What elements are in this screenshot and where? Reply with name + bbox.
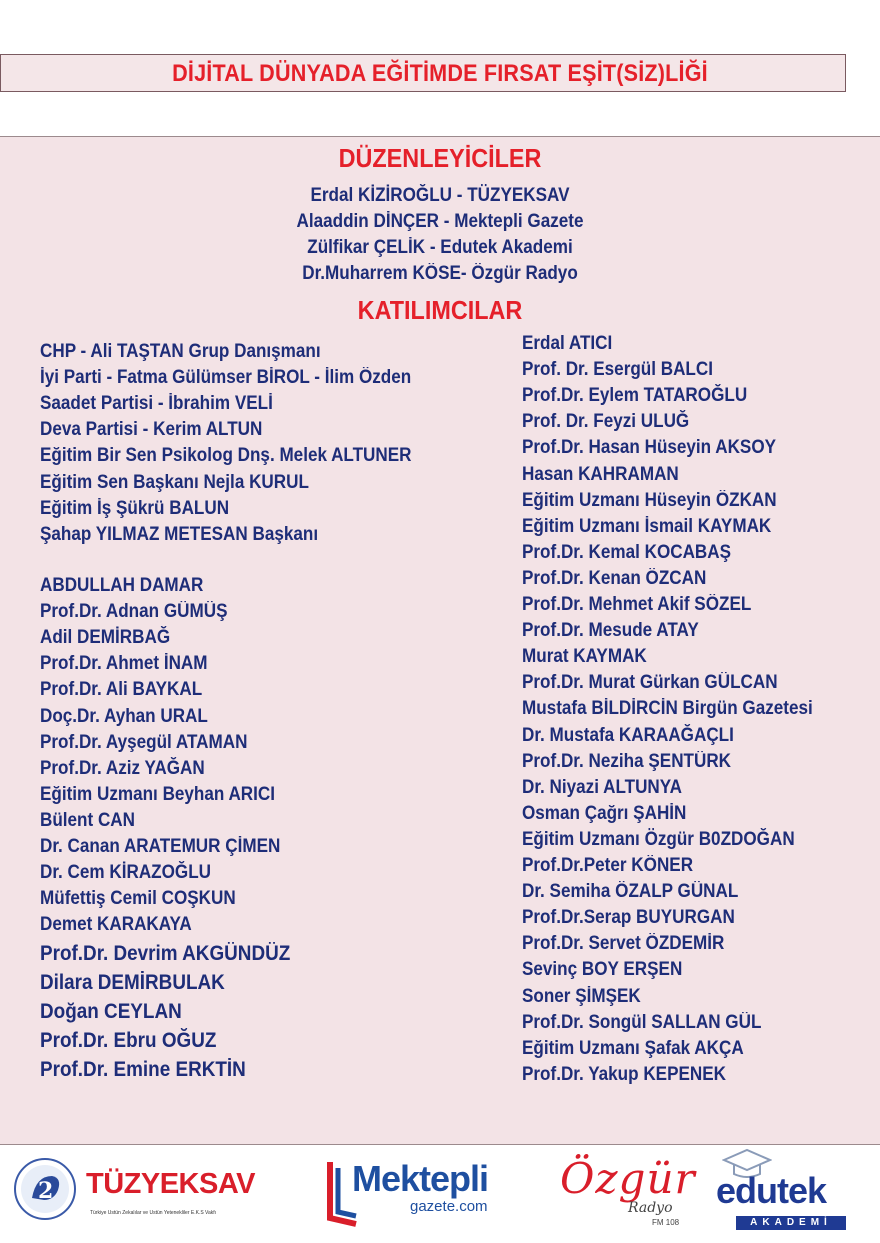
participant-item: Prof.Dr. Murat Gürkan GÜLCAN <box>522 672 778 693</box>
participant-item: İyi Parti - Fatma Gülümser BİROL - İlim Özden <box>40 367 412 388</box>
svg-text:2: 2 <box>38 1178 54 1204</box>
participant-item: Prof. Dr. Esergül BALCI <box>522 359 713 380</box>
organizer-item: Erdal KİZİROĞLU - TÜZYEKSAV <box>310 185 570 206</box>
participant-item: Prof.Dr. Devrim AKGÜNDÜZ <box>40 942 291 965</box>
participant-item: CHP - Ali TAŞTAN Grup Danışmanı <box>40 341 321 362</box>
mektepli-logo <box>322 1158 502 1234</box>
participant-item: Prof.Dr. Ali BAYKAL <box>40 679 203 700</box>
participant-item: Dr. Mustafa KARAAĞAÇLI <box>522 725 734 746</box>
participant-item: Eğitim Uzmanı Şafak AKÇA <box>522 1038 744 1059</box>
tuzyeksav-emblem-icon <box>10 1154 80 1224</box>
participant-item: Müfettiş Cemil COŞKUN <box>40 888 236 909</box>
organizer-item: Zülfikar ÇELİK - Edutek Akademi <box>307 237 573 258</box>
participant-item: Şahap YILMAZ METESAN Başkanı <box>40 524 319 545</box>
participant-item: Sevinç BOY ERŞEN <box>522 959 683 980</box>
participant-item: Osman Çağrı ŞAHİN <box>522 803 687 824</box>
participant-item: Dr. Cem KİRAZOĞLU <box>40 862 212 883</box>
participant-item: Mustafa BİLDİRCİN Birgün Gazetesi <box>522 698 813 719</box>
participant-item: Prof.Dr. Neziha ŞENTÜRK <box>522 751 732 772</box>
participant-item: Eğitim Sen Başkanı Nejla KURUL <box>40 472 309 493</box>
participant-item: Saadet Partisi - İbrahim VELİ <box>40 393 273 414</box>
participants-heading: KATILIMCILAR <box>357 295 523 325</box>
participant-item: Eğitim Uzmanı Hüseyin ÖZKAN <box>522 490 777 511</box>
participant-item: Erdal ATICI <box>522 333 613 354</box>
participant-item: Prof.Dr.Serap BUYURGAN <box>522 907 735 928</box>
participant-item: Prof.Dr. Mehmet Akif SÖZEL <box>522 594 752 615</box>
participant-item: Dr. Niyazi ALTUNYA <box>522 777 682 798</box>
participant-item: Prof.Dr. Servet ÖZDEMİR <box>522 933 725 954</box>
participants-right-column <box>522 332 880 1092</box>
mektepli-wordmark: Mektepli <box>352 1158 489 1199</box>
participant-item: Dilara DEMİRBULAK <box>40 971 225 994</box>
participant-item: Prof.Dr. Kemal KOCABAŞ <box>522 542 732 563</box>
participant-item: Prof.Dr. Eylem TATAROĞLU <box>522 385 748 406</box>
participant-item: Eğitim Uzmanı Beyhan ARICI <box>40 784 276 805</box>
participants-left-column <box>40 340 510 1100</box>
participant-item: Prof.Dr. Mesude ATAY <box>522 620 699 641</box>
participant-item: Demet KARAKAYA <box>40 914 192 935</box>
tuzyeksav-logo <box>10 1154 255 1234</box>
participant-item: Soner ŞİMŞEK <box>522 986 641 1007</box>
participant-item: Prof.Dr. Adnan GÜMÜŞ <box>40 601 228 622</box>
mektepli-domain: gazete.com <box>410 1198 488 1215</box>
participant-item: Doğan CEYLAN <box>40 1000 182 1023</box>
participant-item: Deva Partisi - Kerim ALTUN <box>40 419 263 440</box>
participant-item: Eğitim Uzmanı Özgür B0ZDOĞAN <box>522 829 795 850</box>
participant-item: Prof.Dr. Emine ERKTİN <box>40 1058 246 1081</box>
participant-item: Prof.Dr. Aziz YAĞAN <box>40 758 205 779</box>
participant-item: Prof.Dr.Peter KÖNER <box>522 855 694 876</box>
participant-item: Doç.Dr. Ayhan URAL <box>40 706 208 727</box>
organizer-item: Dr.Muharrem KÖSE- Özgür Radyo <box>302 263 578 284</box>
ozgur-radio-label: Radyo <box>628 1200 673 1216</box>
participant-item: Dr. Semiha ÖZALP GÜNAL <box>522 881 739 902</box>
page-title: DİJİTAL DÜNYADA EĞİTİMDE FIRSAT EŞİT(SİZ)LİĞİ <box>172 60 708 87</box>
ozgur-radyo-logo <box>556 1154 696 1234</box>
participant-item: Prof.Dr. Ahmet İNAM <box>40 653 208 674</box>
participant-item: Eğitim İş Şükrü BALUN <box>40 498 230 519</box>
participant-item: Prof.Dr. Hasan Hüseyin AKSOY <box>522 437 777 458</box>
participant-item: Prof.Dr. Ayşegül ATAMAN <box>40 732 248 753</box>
participant-item: Hasan KAHRAMAN <box>522 464 679 485</box>
participant-item: Murat KAYMAK <box>522 646 647 667</box>
participant-item: Prof. Dr. Feyzi ULUĞ <box>522 411 690 432</box>
participant-item: Dr. Canan ARATEMUR ÇİMEN <box>40 836 281 857</box>
participant-item: ABDULLAH DAMAR <box>40 575 204 596</box>
participant-item: Eğitim Uzmanı İsmail KAYMAK <box>522 516 772 537</box>
tuzyeksav-tagline: Türkiye Üstün Zekalılar ve Üstün Yetenekliler E.K.S Vakfı <box>90 1210 217 1216</box>
participant-item: Adil DEMİRBAĞ <box>40 627 171 648</box>
sponsor-logos <box>0 1144 880 1243</box>
tuzyeksav-wordmark: TÜZYEKSAV <box>86 1168 255 1200</box>
edutek-akademi-label: AKADEMİ <box>736 1216 846 1230</box>
participant-item: Eğitim Bir Sen Psikolog Dnş. Melek ALTUNER <box>40 445 412 466</box>
participant-item: Prof.Dr. Yakup KEPENEK <box>522 1064 727 1085</box>
ozgur-wordmark: Özgür <box>560 1154 696 1203</box>
participant-item: Bülent CAN <box>40 810 136 831</box>
ozgur-frequency: FM 108 <box>652 1218 680 1227</box>
participant-item: Prof.Dr. Ebru OĞUZ <box>40 1029 217 1052</box>
participant-item: Prof.Dr. Songül SALLAN GÜL <box>522 1012 762 1033</box>
organizer-item: Alaaddin DİNÇER - Mektepli Gazete <box>296 211 584 232</box>
organizers-heading: DÜZENLEYİCİLER <box>338 143 542 173</box>
edutek-wordmark: edutek <box>716 1170 827 1211</box>
participant-item: Prof.Dr. Kenan ÖZCAN <box>522 568 707 589</box>
edutek-logo <box>710 1148 860 1236</box>
